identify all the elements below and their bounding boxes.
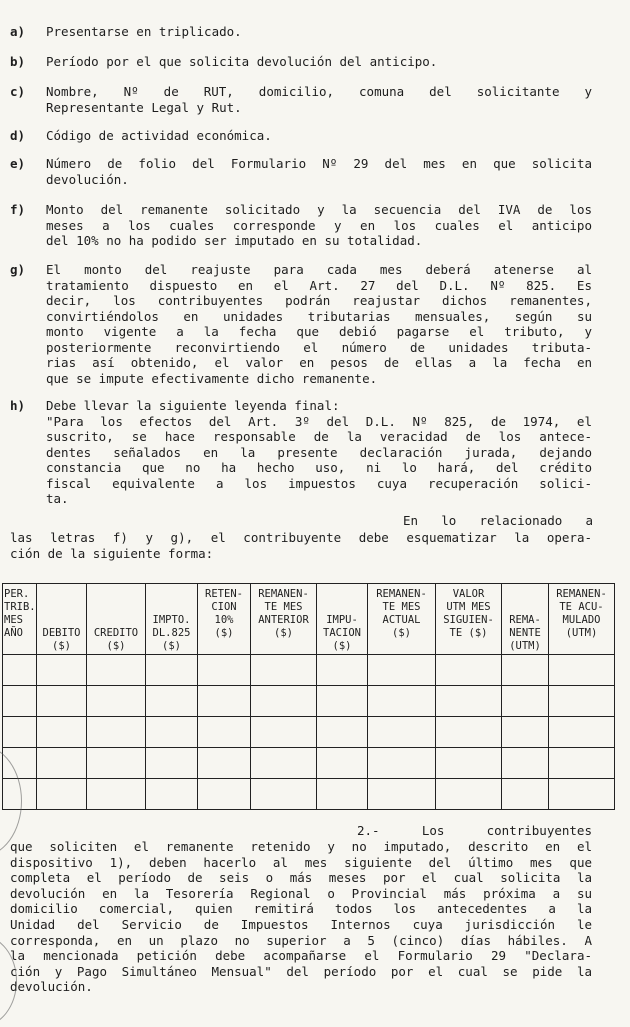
table-row (3, 779, 615, 810)
header-line: NENTE (509, 627, 541, 639)
header-line (318, 588, 366, 601)
header-line: ($) (162, 640, 181, 652)
table-cell (37, 717, 87, 748)
column-header (146, 584, 198, 655)
header-line: IMPU- (326, 614, 358, 626)
table-cell (87, 779, 146, 810)
column-header (549, 584, 615, 655)
table-cell (436, 655, 502, 686)
text-line: El monto del reajuste para cada mes deberá atenerse al (46, 262, 592, 277)
table-body (3, 655, 615, 810)
text-line: Representante Legal y Rut. (46, 99, 242, 115)
table-cell (502, 655, 549, 686)
header-line (88, 614, 144, 627)
table-cell (251, 748, 317, 779)
text-line: Nombre, Nº de RUT, domicilio, comuna del solicitante y (46, 84, 592, 99)
text-line: completa el período de seis o más meses por el cual solicita la (10, 870, 592, 886)
header-line: TE MES (264, 601, 303, 613)
column-header (317, 584, 368, 655)
table-cell (198, 655, 251, 686)
header-line: REMANEN- (258, 588, 309, 600)
text-line: Monto del remanente solicitado y la secuencia del IVA de los (46, 202, 592, 217)
header-line: 10% (214, 614, 234, 626)
table-cell (37, 655, 87, 686)
item-marker: f) (10, 202, 26, 217)
table-cell (549, 748, 615, 779)
header-line: ($) (52, 640, 71, 652)
item-text (46, 24, 592, 40)
table-cell (317, 655, 368, 686)
text-line: rias así obtenido, el valor en pesos de ellas a la fecha en (46, 355, 592, 370)
text-line: Código de actividad económica. (46, 128, 272, 143)
text-line: Debe llevar la siguiente leyenda final: (46, 398, 340, 413)
item-text (46, 156, 592, 187)
table-cell (368, 779, 436, 810)
text-line: dispositivo 1), deben hacerlo al mes siguiente del último mes que (10, 854, 592, 870)
header-line: REMA- (509, 614, 541, 626)
table-cell (37, 748, 87, 779)
table-cell (146, 655, 198, 686)
header-line (318, 601, 366, 614)
text-line: meses a los cuales corresponde y en los cuales el anticipo (46, 217, 592, 233)
text-line: que se impute efectivamente dicho remanente. (46, 370, 378, 386)
item-marker: c) (10, 84, 26, 99)
table-cell (368, 717, 436, 748)
header-line: ($) (274, 627, 293, 639)
text-line: Número de folio del Formulario Nº 29 del mes en que solicita (46, 156, 592, 171)
table-cell (502, 717, 549, 748)
header-line: MES (4, 614, 23, 626)
table-cell (549, 717, 615, 748)
header-line: AÑO (4, 627, 23, 639)
text-line: monto vigente a la fecha que debió pagarse el tributo, y (46, 324, 592, 339)
text-line: fiscal equivalente a los impuestos cuya recuperación solici- (46, 475, 592, 491)
header-line: DEBITO (42, 627, 81, 639)
column-header (436, 584, 502, 655)
table-cell (368, 748, 436, 779)
header-line (88, 601, 144, 614)
text-line: "Para los efectos del Art. 3º del D.L. Nº 825, de 1974, el (46, 413, 592, 429)
header-line: TE ACU- (559, 601, 604, 613)
table-cell (3, 717, 37, 748)
header-line: CION (211, 601, 237, 613)
item-text (46, 84, 592, 115)
header-line: TE ($) (449, 627, 488, 639)
table-cell (436, 748, 502, 779)
column-header (87, 584, 146, 655)
item-text (46, 202, 592, 249)
table-cell (317, 748, 368, 779)
table-cell (436, 779, 502, 810)
text-line: ción de la siguiente forma: (10, 545, 214, 561)
header-line: REMANEN- (556, 588, 607, 600)
remanente-table (2, 583, 615, 810)
table-row (3, 717, 615, 748)
text-line: que soliciten el remanente retenido y no imputado, descrito en el (10, 839, 592, 854)
table-cell (198, 748, 251, 779)
table-cell (198, 779, 251, 810)
item-marker: g) (10, 262, 26, 277)
header-line (88, 588, 144, 601)
table-cell (317, 717, 368, 748)
table-cell (368, 686, 436, 717)
table-cell (146, 686, 198, 717)
text-line: devolución. (46, 171, 129, 187)
text-line: domicilio comercial, quien remitirá todos los antecedentes a la (10, 901, 592, 917)
column-header (3, 584, 37, 655)
header-line: ACTUAL (382, 614, 421, 626)
item-marker: a) (10, 24, 26, 39)
item-text (46, 54, 592, 70)
table-cell (3, 655, 37, 686)
text-line: Período por el que solicita devolución del anticipo. (46, 54, 438, 69)
header-line: TE MES (382, 601, 421, 613)
header-line: ANTERIOR (258, 614, 309, 626)
table-cell (549, 686, 615, 717)
table-cell (368, 655, 436, 686)
header-line: ($) (392, 627, 411, 639)
table-cell (87, 686, 146, 717)
header-line: UTM MES (446, 601, 491, 613)
intro-first-line (403, 513, 593, 529)
intro-paragraph (10, 530, 592, 561)
item-marker: e) (10, 156, 26, 171)
column-header (502, 584, 549, 655)
item-text (46, 398, 592, 507)
header-line (503, 601, 547, 614)
text-line: devolución. (10, 979, 93, 995)
text-line: tratamiento dispuesto en el Art. 27 del D.L. Nº 825. Es (46, 277, 592, 293)
header-line (38, 601, 85, 614)
header-line: IMPTO. (152, 614, 191, 626)
header-line (147, 588, 196, 601)
table-cell (502, 686, 549, 717)
table-row (3, 748, 615, 779)
header-line: (UTM) (565, 627, 598, 639)
header-line: TACION (323, 627, 361, 639)
header-line: TRIB. (4, 601, 36, 613)
text-line: las letras f) y g), el contribuyente debe esquematizar la opera- (10, 530, 592, 545)
text-line: ción y Pago Simultáneo Mensual" del período por el cual se pide la (10, 963, 592, 979)
header-line (503, 588, 547, 601)
table-cell (37, 779, 87, 810)
table-cell (549, 655, 615, 686)
header-line (38, 614, 85, 627)
header-line: MULADO (562, 614, 601, 626)
item-text (46, 128, 592, 144)
table-cell (3, 686, 37, 717)
header-line (38, 588, 85, 601)
table-header-row (3, 584, 615, 655)
column-header (198, 584, 251, 655)
text-line: la mencionada petición debe acompañarse el Formulario 29 "Declara- (10, 948, 592, 964)
table-cell (198, 717, 251, 748)
header-line: PER. (4, 588, 30, 600)
text-line: dentes señalados en la presente declaración jurada, dejando (46, 444, 592, 460)
table-cell (436, 717, 502, 748)
table-cell (251, 655, 317, 686)
column-header (251, 584, 317, 655)
text-line: 2.- Los contribuyentes (357, 823, 592, 838)
column-header (368, 584, 436, 655)
header-line: SIGUIEN- (443, 614, 494, 626)
table-cell (502, 779, 549, 810)
header-line: ($) (332, 640, 352, 652)
header-line: REMANEN- (376, 588, 427, 600)
text-line: suscrito, se hace responsable de la veracidad de los antece- (46, 429, 592, 444)
column-header (37, 584, 87, 655)
table-cell (317, 779, 368, 810)
header-line: RETEN- (205, 588, 243, 600)
table-cell (502, 748, 549, 779)
header-line: (UTM) (509, 640, 541, 652)
text-line: decir, los contribuyentes podrán reajustar dichos remanentes, (46, 293, 592, 308)
text-line: devolución en la Tesorería Regional o Provincial más próxima a su (10, 885, 592, 901)
header-line (147, 601, 196, 614)
table-row (3, 655, 615, 686)
closing-paragraph (10, 839, 592, 995)
table-cell (251, 717, 317, 748)
text-line: posteriormente reconvirtiendo el número de unidades tributa- (46, 339, 592, 355)
table-cell (146, 779, 198, 810)
text-line: constancia que no ha hecho uso, ni lo hará, del crédito (46, 460, 592, 475)
header-line: CREDITO (93, 627, 139, 639)
table-cell (87, 748, 146, 779)
text-line: ta. (46, 491, 69, 506)
item-marker: d) (10, 128, 26, 143)
table-cell (87, 717, 146, 748)
table-cell (251, 686, 317, 717)
header-line: DL.825 (152, 627, 191, 639)
header-line: ($) (214, 627, 234, 639)
text-line: del 10% no ha podido ser imputado en su totalidad. (46, 233, 423, 248)
text-line: corresponda, en un plazo no superior a 5 (cinco) días hábiles. A (10, 932, 592, 948)
table-cell (37, 686, 87, 717)
item-marker: h) (10, 398, 26, 413)
table-cell (251, 779, 317, 810)
table-row (3, 686, 615, 717)
item-marker: b) (10, 54, 26, 69)
text-line: convirtiéndolos en unidades tributarias mensuales, según su (46, 308, 592, 324)
text-line: Unidad del Servicio de Impuestos Internos cuya jurisdicción le (10, 916, 592, 932)
table-cell (198, 686, 251, 717)
table-cell (146, 748, 198, 779)
table-cell (87, 655, 146, 686)
text-line: Presentarse en triplicado. (46, 24, 242, 39)
header-line: VALOR (452, 588, 485, 600)
table-cell (436, 686, 502, 717)
table-cell (146, 717, 198, 748)
text-line: En lo relacionado a (403, 513, 593, 528)
item-text (46, 262, 592, 386)
closing-first-line (357, 823, 592, 839)
table-cell (317, 686, 368, 717)
header-line: ($) (106, 640, 126, 652)
table-cell (549, 779, 615, 810)
